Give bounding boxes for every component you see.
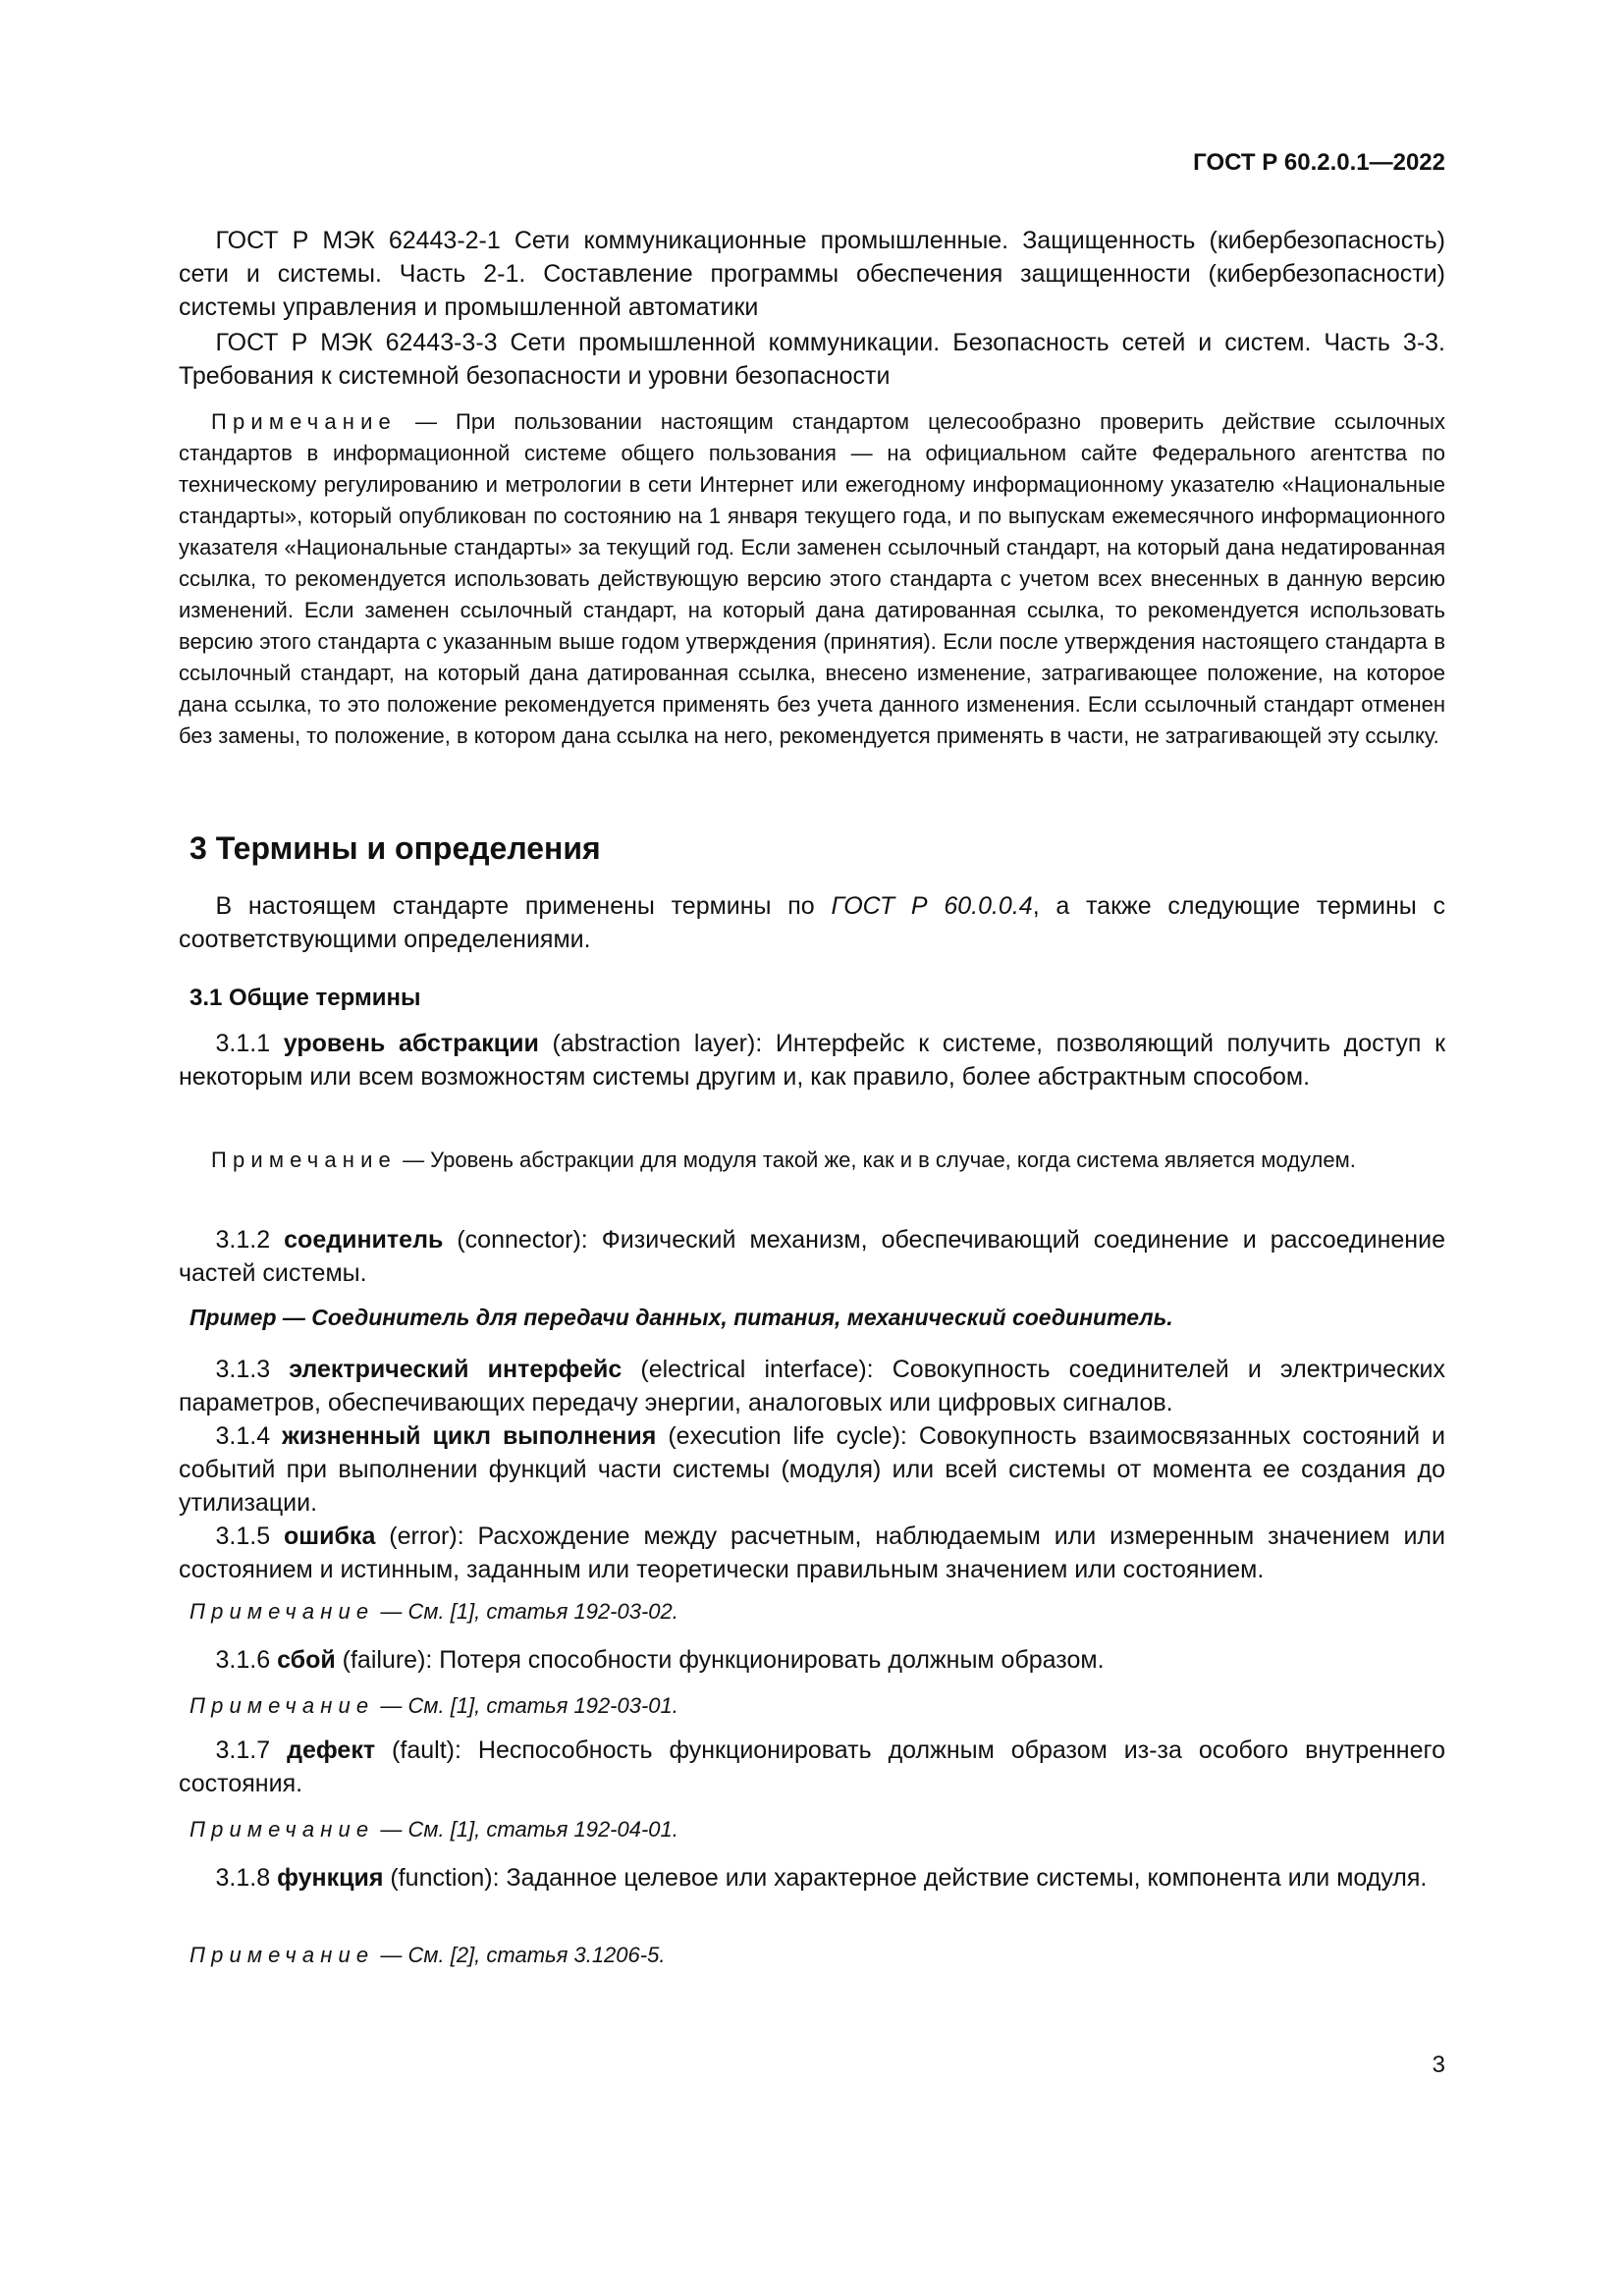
reference-entry-62443-2-1: ГОСТ Р МЭК 62443-2-1 Сети коммуникационные промышленные. Защищенность (кибербезопасность) сети и системы. Часть 2-1. Составление программы обеспечения защищенности (кибербезопасности) системы управления и промышленной автоматики: [179, 227, 1445, 321]
term-definition: (function): Заданное целевое или характерное действие системы, компонента или модуля.: [383, 1864, 1428, 1892]
note-label: Примечание: [189, 1693, 375, 1718]
intro-text-start: В настоящем стандарте применены термины по: [215, 892, 832, 920]
term-name: ошибка: [284, 1522, 376, 1550]
note-text: — См. [1], статья 192-04-01.: [374, 1817, 678, 1842]
term-3-1-5-note: [189, 1596, 1456, 1628]
term-name: жизненный цикл выполнения: [282, 1422, 657, 1450]
reference-note: [179, 406, 1445, 752]
term-3-1-1: [179, 1027, 1445, 1094]
note-text: — См. [1], статья 192-03-02.: [374, 1599, 678, 1624]
term-3-1-8-note: [189, 1940, 1456, 1971]
note-label: Примечание: [211, 409, 397, 434]
note-label: Примечание: [189, 1817, 375, 1842]
term-3-1-6-note: [189, 1690, 1456, 1722]
page-number: 3: [1432, 2052, 1445, 2078]
term-name: сбой: [277, 1646, 336, 1674]
intro-standard-ref: ГОСТ Р 60.0.0.4: [831, 892, 1033, 920]
term-number: 3.1.7: [215, 1736, 288, 1764]
term-number: 3.1.6: [215, 1646, 278, 1674]
note-text: — См. [1], статья 192-03-01.: [374, 1693, 678, 1718]
term-definition: (failure): Потеря способности функционировать должным образом.: [335, 1646, 1105, 1674]
term-definition: (error): Расхождение между расчетным, наблюдаемым или измеренным значением или состоянием и истинным, заданным или теоретически правильным значением или состоянием.: [179, 1522, 1445, 1583]
term-3-1-8: [179, 1861, 1445, 1895]
term-name: электрический интерфейс: [289, 1356, 623, 1383]
term-name: функция: [277, 1864, 384, 1892]
term-definition: (execution life cycle): Совокупность взаимосвязанных состояний и событий при выполнении функций части системы (модуля) или всей системы от момента ее создания до утилизации.: [179, 1422, 1445, 1517]
term-3-1-1-note: [179, 1145, 1445, 1176]
term-3-1-4: [179, 1419, 1445, 1520]
intro-text-end: , а также следующие термины с соответствующими определениями.: [179, 892, 1445, 953]
term-definition: (connector): Физический механизм, обеспечивающий соединение и рассоединение частей системы.: [179, 1226, 1445, 1287]
term-definition: (electrical interface): Совокупность соединителей и электрических параметров, обеспечивающих передачу энергии, аналоговых или цифровых сигналов.: [179, 1356, 1445, 1416]
term-3-1-7-note: [189, 1814, 1456, 1845]
term-name: соединитель: [284, 1226, 444, 1254]
note-text: — Уровень абстракции для модуля такой же, как и в случае, когда система является модулем.: [396, 1148, 1356, 1172]
term-number: 3.1.5: [215, 1522, 285, 1550]
reference-entry-62443-3-3: ГОСТ Р МЭК 62443-3-3 Сети промышленной коммуникации. Безопасность сетей и систем. Часть 3-3. Требования к системной безопасности и уровни безопасности: [179, 329, 1445, 390]
note-label: Примечание: [211, 1148, 397, 1172]
section-intro: [179, 889, 1445, 956]
note-text: — См. [2], статья 3.1206-5.: [374, 1943, 666, 1967]
subsection-title: 3.1 Общие термины: [189, 985, 421, 1011]
term-3-1-2-example: Пример — Соединитель для передачи данных, питания, механический соединитель.: [189, 1305, 1173, 1330]
term-3-1-2: [179, 1223, 1445, 1290]
term-number: 3.1.3: [215, 1356, 290, 1383]
term-definition: (fault): Неспособность функционировать должным образом из-за особого внутреннего состояния.: [179, 1736, 1445, 1797]
document-id-header: ГОСТ Р 60.2.0.1—2022: [1193, 149, 1445, 176]
term-3-1-3: [179, 1353, 1445, 1419]
term-number: 3.1.2: [215, 1226, 285, 1254]
section-title: 3 Термины и определения: [189, 830, 601, 866]
term-3-1-7: [179, 1734, 1445, 1800]
term-number: 3.1.4: [215, 1422, 283, 1450]
note-label: Примечание: [189, 1943, 375, 1967]
term-definition: (abstraction layer): Интерфейс к системе, позволяющий получить доступ к некоторым или всем возможностям системы другим и, как правило, более абстрактным способом.: [179, 1030, 1446, 1091]
note-label: Примечание: [189, 1599, 375, 1624]
term-name: дефект: [287, 1736, 376, 1764]
term-name: уровень абстракции: [283, 1030, 539, 1057]
term-number: 3.1.8: [215, 1864, 278, 1892]
term-3-1-5: [179, 1520, 1445, 1586]
term-number: 3.1.1: [215, 1030, 284, 1057]
term-3-1-6: [179, 1643, 1445, 1677]
note-text: — При пользовании настоящим стандартом целесообразно проверить действие ссылочных стандартов в информационной системе общего пользования — на официальном сайте Федерального агентства по техническому регулированию и метрологии в сети Интернет или ежегодному информационному указателю «Национальные стандарты», который опубликован по состоянию на 1 января текущего года, и по выпускам ежемесячного информационного указателя «Национальные стандарты» за текущий год. Если заменен ссылочный стандарт, на который дана недатированная ссылка, то рекомендуется использовать действующую версию этого стандарта с учетом всех внесенных в данную версию изменений. Если заменен ссылочный стандарт, на который дана датированная ссылка, то рекомендуется использовать версию этого стандарта с указанным выше годом утверждения (принятия). Если после утверждения настоящего стандарта в ссылочный стандарт, на который дана датированная ссылка, внесено изменение, затрагивающее положение, на которое дана ссылка, то это положение рекомендуется применять без учета данного изменения. Если ссылочный стандарт отменен без замены, то положение, в котором дана ссылка на него, рекомендуется применять в части, не затрагивающей эту ссылку.: [179, 409, 1445, 748]
